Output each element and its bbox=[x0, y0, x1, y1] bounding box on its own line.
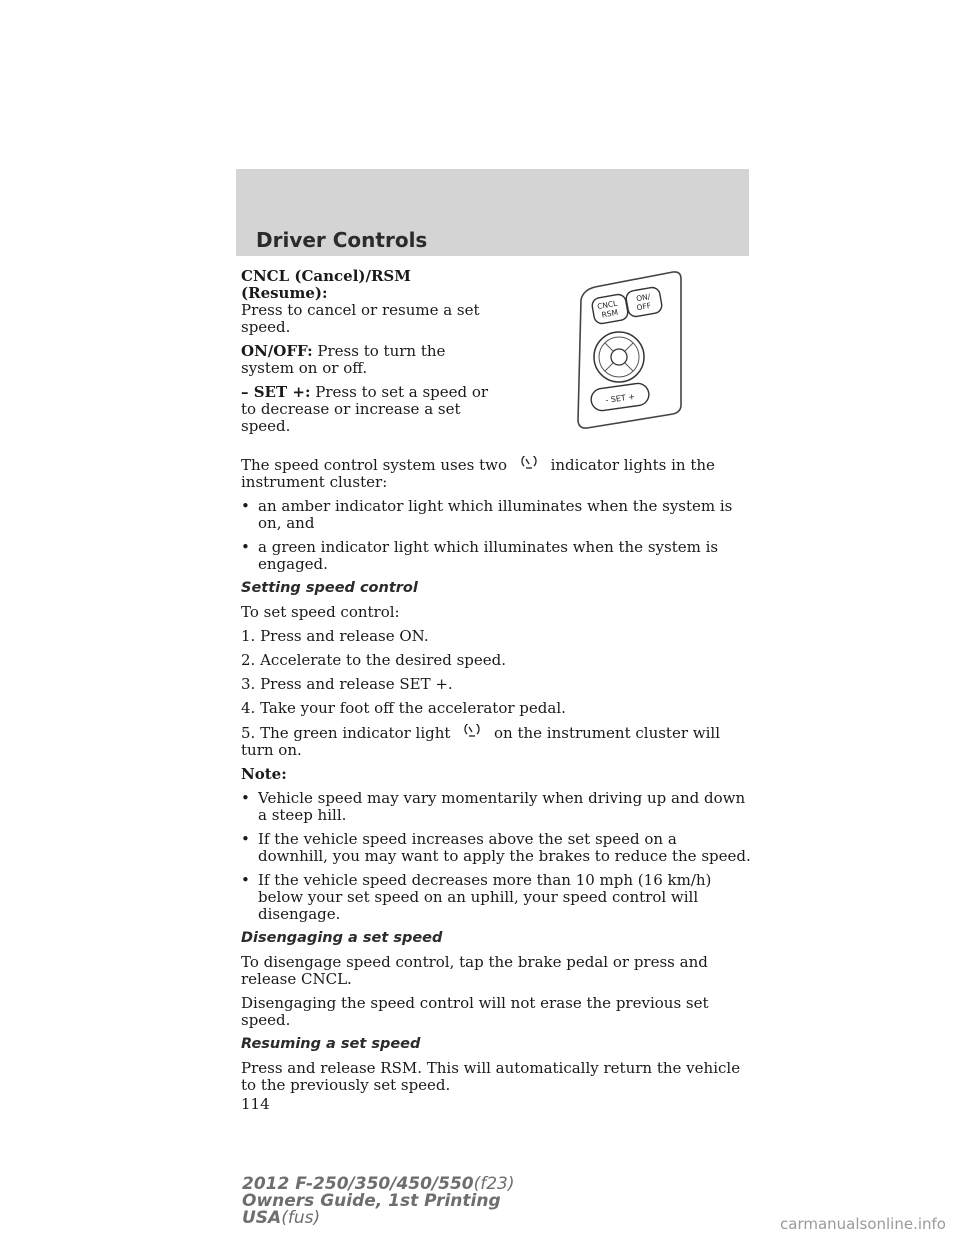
definition-term: – SET +: bbox=[241, 383, 311, 401]
definition-desc: Press to cancel or resume a set speed. bbox=[241, 301, 480, 336]
section-header-band bbox=[236, 169, 749, 256]
definition-cncl-rsm bbox=[241, 268, 501, 336]
control-definitions bbox=[241, 268, 501, 435]
step: 4. Take your foot off the accelerator pedal. bbox=[241, 699, 566, 717]
set-label: - SET + bbox=[604, 391, 636, 406]
step: 1. Press and release ON. bbox=[241, 627, 429, 645]
speed-control-indicator-icon bbox=[455, 724, 489, 739]
list-item: • Vehicle speed may vary momentarily when driving up and down a steep hill. bbox=[241, 789, 746, 824]
heading-resuming: Resuming a set speed bbox=[241, 1036, 421, 1052]
definition-on-off bbox=[241, 343, 501, 377]
definition-desc: Press to set a speed or to decrease or increase a set speed. bbox=[241, 383, 489, 435]
on-label: ON/ bbox=[635, 291, 651, 304]
definition-term: CNCL (Cancel)/RSM (Resume): bbox=[241, 267, 411, 302]
paragraph: Press and release RSM. This will automatically return the vehicle to the previously set speed. bbox=[241, 1059, 741, 1094]
speed-control-indicator-icon bbox=[512, 456, 546, 471]
definition-set bbox=[241, 384, 501, 435]
rsm-label: RSM bbox=[600, 307, 619, 320]
page-number: 114 bbox=[241, 1095, 270, 1113]
note-label: Note: bbox=[241, 765, 287, 783]
list-item: • If the vehicle speed increases above the set speed on a downhill, you may want to apply the brakes to reduce the speed. bbox=[241, 830, 751, 865]
off-label: OFF bbox=[635, 300, 652, 313]
watermark: carmanualsonline.info bbox=[780, 1215, 946, 1233]
step: 5. The green indicator light on the instrument cluster will turn on. bbox=[241, 724, 720, 759]
definition-desc: Press to turn the system on or off. bbox=[241, 342, 446, 377]
step: 3. Press and release SET +. bbox=[241, 675, 453, 693]
list-item: • a green indicator light which illuminates when the system is engaged. bbox=[241, 538, 719, 573]
definition-term: ON/OFF: bbox=[241, 342, 313, 360]
heading-setting-speed-control: Setting speed control bbox=[241, 580, 418, 596]
paragraph: Disengaging the speed control will not erase the previous set speed. bbox=[241, 994, 709, 1029]
heading-disengaging: Disengaging a set speed bbox=[241, 930, 443, 946]
setting-intro: To set speed control: bbox=[241, 603, 400, 621]
section-title: Driver Controls bbox=[256, 228, 428, 252]
paragraph: To disengage speed control, tap the brake pedal or press and release CNCL. bbox=[241, 953, 708, 988]
print-footer: 2012 F-250/350/450/550(f23) Owners Guide, 1st Printing USA(fus) bbox=[242, 1174, 515, 1228]
page-content bbox=[241, 268, 751, 1120]
cncl-label: CNCL bbox=[596, 298, 619, 312]
step: 2. Accelerate to the desired speed. bbox=[241, 651, 507, 669]
list-item: • an amber indicator light which illuminates when the system is on, and bbox=[241, 497, 733, 532]
list-item: • If the vehicle speed decreases more than 10 mph (16 km/h) below your set speed on an uphill, your speed control will disengage. bbox=[241, 871, 712, 923]
indicator-intro: The speed control system uses two indicator lights in the instrument cluster: bbox=[241, 456, 715, 491]
